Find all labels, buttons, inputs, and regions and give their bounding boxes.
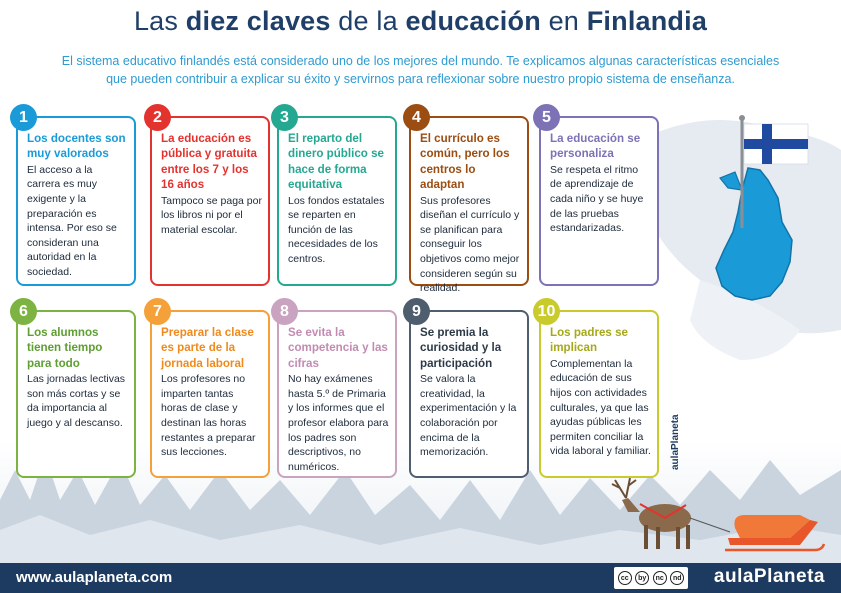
card-title: Los padres se implican bbox=[550, 326, 628, 355]
key-card-1 bbox=[16, 109, 136, 286]
card-title: Se premia la curiosidad y la participación bbox=[420, 326, 502, 370]
card-text: Se valora la creatividad, la experimentación y la colaboración por encima de la memorización. bbox=[420, 373, 517, 459]
key-card-9 bbox=[409, 303, 529, 478]
card-title: El reparto del dinero público se hace de forma equitativa bbox=[288, 132, 384, 192]
cc-icon: cc bbox=[618, 571, 632, 585]
card-text: Sus profesores diseñan el currículo y se planifican para conseguir los objetivos como mejor consideren según su realidad. bbox=[420, 194, 520, 295]
card-number-badge: 1 bbox=[10, 104, 37, 131]
card-number-badge: 6 bbox=[10, 298, 37, 325]
card-title: Preparar la clase es parte de la jornada laboral bbox=[161, 326, 254, 370]
key-card-10 bbox=[537, 303, 659, 478]
card-text: Se respeta el ritmo de aprendizaje de cada niño y se huye de las pruebas estandarizadas. bbox=[550, 163, 644, 235]
card-text: Las jornadas lectivas son más cortas y se da importancia al juego y al descanso. bbox=[27, 373, 126, 429]
card-number-badge: 9 bbox=[403, 298, 430, 325]
page-subtitle bbox=[40, 52, 801, 88]
key-card-6 bbox=[16, 303, 136, 478]
card-text: Los profesores no imparten tantas horas de clase y destinan las horas restantes a preparar sus lecciones. bbox=[161, 373, 256, 459]
footer-bar bbox=[0, 563, 841, 593]
subtitle-line: El sistema educativo finlandés está considerado uno de los mejores del mundo. Te explicamos algunas características esenciales bbox=[61, 54, 780, 68]
card-title: Los docentes son muy valorados bbox=[27, 132, 126, 161]
card-title: Se evita la competencia y las cifras bbox=[288, 326, 388, 370]
key-card-3 bbox=[277, 109, 397, 286]
nc-icon: nc bbox=[653, 571, 667, 585]
card-number-badge: 10 bbox=[533, 298, 560, 325]
key-card-4 bbox=[409, 109, 529, 295]
card-text: Tampoco se paga por los libros ni por el material escolar. bbox=[161, 194, 262, 236]
subtitle-line: que pueden contribuir a explicar su éxito y servirnos para reflexionar sobre nuestro propio sistema de enseñanza. bbox=[106, 72, 735, 86]
footer-website-link[interactable]: www.aulaplaneta.com bbox=[16, 569, 173, 586]
card-number-badge: 2 bbox=[144, 104, 171, 131]
side-brand-label: aulaPlaneta bbox=[670, 414, 681, 470]
card-number-badge: 7 bbox=[144, 298, 171, 325]
nd-icon: nd bbox=[670, 571, 684, 585]
card-title: La educación se personaliza bbox=[550, 132, 641, 161]
card-title: Los alumnos tienen tiempo para todo bbox=[27, 326, 103, 370]
card-text: El acceso a la carrera es muy exigente y la preparación es intensa. Por eso se consideran una autoridad en la sociedad. bbox=[27, 163, 117, 278]
key-card-7 bbox=[150, 303, 270, 478]
card-number-badge: 8 bbox=[271, 298, 298, 325]
page-title: Las diez claves de la educación en Finlandia bbox=[133, 6, 708, 36]
card-number-badge: 5 bbox=[533, 104, 560, 131]
key-card-5 bbox=[539, 109, 659, 286]
card-number-badge: 3 bbox=[271, 104, 298, 131]
footer-brand-logo: aulaPlaneta bbox=[713, 566, 825, 587]
creative-commons-license-badge[interactable] bbox=[614, 567, 688, 589]
card-text: No hay exámenes hasta 5.º de Primaria y los informes que el profesor elabora para los padres son descriptivos, no numéricos. bbox=[288, 373, 389, 473]
card-text: Los fondos estatales se reparten en función de las necesidades de los centros. bbox=[288, 194, 385, 265]
card-number-badge: 4 bbox=[403, 104, 430, 131]
key-card-2 bbox=[150, 109, 270, 286]
card-title: El currículo es común, pero los centros lo adaptan bbox=[420, 132, 510, 192]
by-icon: by bbox=[635, 571, 649, 585]
card-title: La educación es pública y gratuita entre los 7 y los 16 años bbox=[161, 132, 257, 192]
key-card-8 bbox=[277, 303, 397, 478]
card-text: Complementan la educación de sus hijos con actividades culturales, ya que las ayudas públicas les permiten conciliar la vida laboral y familiar. bbox=[550, 357, 651, 458]
